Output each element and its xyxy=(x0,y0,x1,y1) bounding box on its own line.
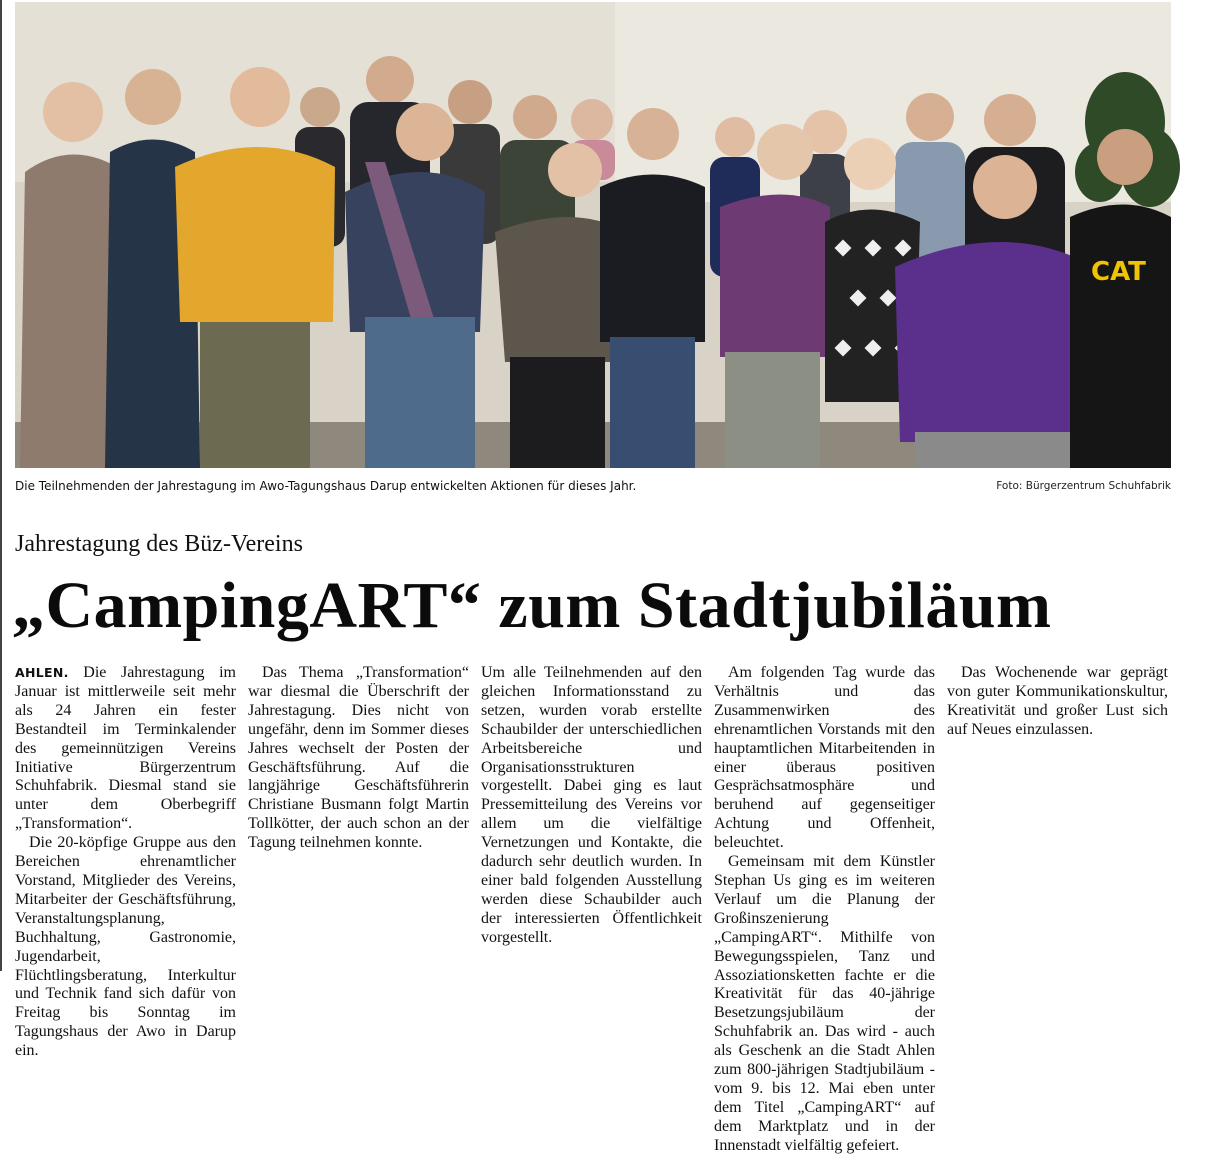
paragraph-1-text: Die Jahrestagung im Januar ist mittlerweile seit mehr als 24 Jahren ein fester Bestandteil im Terminkalender des gemeinnützigen Vereins Initiative Bürgerzentrum Schuhfabrik. Diesmal stand sie unter dem Oberbegriff „Transformation“. xyxy=(15,664,236,833)
column-4 xyxy=(714,664,935,1154)
photo-credit: Foto: Bürgerzentrum Schuhfabrik xyxy=(996,480,1171,492)
paragraph-1 xyxy=(15,664,236,834)
paragraph-5: Am folgenden Tag wurde das Verhältnis und das Zusammenwirken des ehrenamtlichen Vorstands mit den hauptamtlichen Mitarbeitenden in einer überaus positiven Gesprächsatmosphäre und beruhend auf gegenseitiger Achtung und Offenheit, beleuchtet. xyxy=(714,664,935,852)
page-edge-rule xyxy=(0,0,2,971)
group-photo-illustration xyxy=(15,2,1171,468)
paragraph-4: Um alle Teilnehmenden auf den gleichen Informationsstand zu setzen, wurden vorab erstellte Schaubilder der unterschiedlichen Arbeitsbereiche und Organisationsstrukturen vorgestellt. Dabei ging es laut Pressemitteilung des Vereins vor allem um die vielfältige Vernetzungen und Kontakte, die dadurch sehr deutlich wurden. In einer bald folgenden Ausstellung werden diese Schaubilder auch der interessierten Öffentlichkeit vorgestellt. xyxy=(481,664,702,946)
article-kicker: Jahrestagung des Büz-Vereins xyxy=(15,531,303,557)
paragraph-2: Die 20-köpfige Gruppe aus den Bereichen ehrenamtlicher Vorstand, Mitglieder des Vereins, Mitarbeiter der Geschäftsführung, Veranstaltungsplanung, Buchhaltung, Gastronomie, Jugendarbeit, Flüchtlingsberatung, Interkultur und Technik fand sich dafür von Freitag bis Sonntag im Tagungshaus der Awo in Darup ein. xyxy=(15,834,236,1060)
column-5 xyxy=(947,664,1168,971)
article-headline: „CampingART“ zum Stadtjubiläum xyxy=(12,569,1052,642)
paragraph-3: Das Thema „Transformation“ war diesmal die Überschrift der Jahrestagung. Dies nicht von ungefähr, denn im Sommer dieses Jahres wechselt der Posten der Geschäftsführung. Auf die langjährige Geschäftsführerin Christiane Busmann folgt Martin Tollkötter, der auch schon an der Tagung teilnehmen konnte. xyxy=(248,664,469,852)
article-body xyxy=(15,664,1171,1154)
cat-shirt-logo: CAT xyxy=(1091,257,1146,287)
dateline: AHLEN. xyxy=(15,665,69,680)
column-3 xyxy=(481,664,702,971)
column-2 xyxy=(248,664,469,971)
paragraph-7: Das Wochenende war geprägt von guter Kommunikationskultur, Kreativität und großer Lust sich auf Neues einzulassen. xyxy=(947,664,1168,738)
photo-caption: Die Teilnehmenden der Jahrestagung im Awo-Tagungshaus Darup entwickelten Aktionen für dieses Jahr. xyxy=(15,479,637,493)
column-1 xyxy=(15,664,236,1060)
group-photo xyxy=(15,2,1171,468)
paragraph-6: Gemeinsam mit dem Künstler Stephan Us ging es im weiteren Verlauf um die Planung der Großinszenierung „CampingART“. Mithilfe von Bewegungsspielen, Tanz und Assoziationsketten fachte er die Kreativität für das 40-jährige Besetzungsjubiläum der Schuhfabrik an. Das wird - auch als Geschenk an die Stadt Ahlen zum 800-jährigen Stadtjubiläum - vom 9. bis 12. Mai eben unter dem Titel „CampingART“ auf dem Marktplatz und in der Innenstadt vielfältig gefeiert. xyxy=(714,853,935,1154)
